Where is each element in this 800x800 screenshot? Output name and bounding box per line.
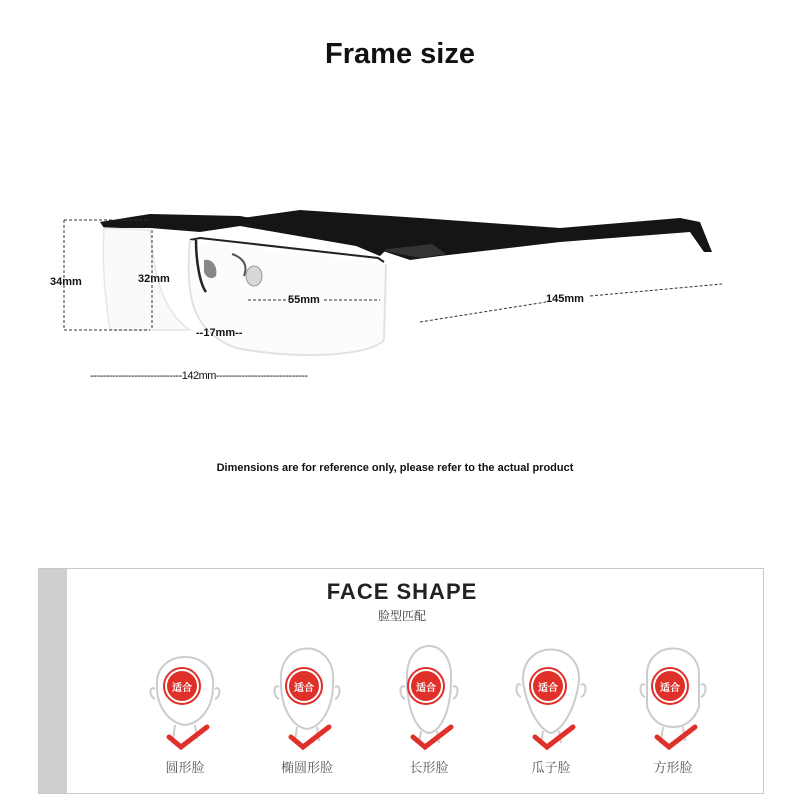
face-shape-subtitle: 脸型匹配 xyxy=(377,609,426,623)
reference-note: Dimensions are for reference only, please refer to the actual product xyxy=(216,462,574,474)
suitable-badge: 适合 xyxy=(407,667,445,705)
page-title: Frame size xyxy=(325,38,475,70)
face-shape-item-square xyxy=(623,627,723,787)
suitable-badge: 适合 xyxy=(163,667,201,705)
bridge-width-label: --17mm-- xyxy=(196,327,243,339)
face-label: 长形脸 xyxy=(409,761,449,776)
frame-width-label: -----------------------------142mm----------------------------- xyxy=(90,370,308,382)
face-shape-item-heart xyxy=(501,627,601,787)
face-label: 椭圆形脸 xyxy=(280,761,333,776)
face-shape-title: FACE SHAPE xyxy=(326,579,478,604)
glasses-illustration xyxy=(0,180,800,390)
lens-width-label: 55mm xyxy=(288,294,320,306)
face-shape-item-long xyxy=(379,627,479,787)
suitable-badge: 适合 xyxy=(529,667,567,705)
suitable-badge: 适合 xyxy=(651,667,689,705)
suitable-badge: 适合 xyxy=(285,667,323,705)
temple-length-label: 145mm xyxy=(546,293,584,305)
face-label: 圆形脸 xyxy=(165,761,205,776)
face-label: 方形脸 xyxy=(653,761,693,776)
face-shape-item-round xyxy=(135,627,235,787)
face-label: 瓜子脸 xyxy=(531,761,571,776)
face-shape-panel xyxy=(38,568,764,794)
face-shape-item-oval xyxy=(257,627,357,787)
lens-height-inner-label: 32mm xyxy=(138,273,170,285)
lens-height-outer-label: 34mm xyxy=(50,276,82,288)
